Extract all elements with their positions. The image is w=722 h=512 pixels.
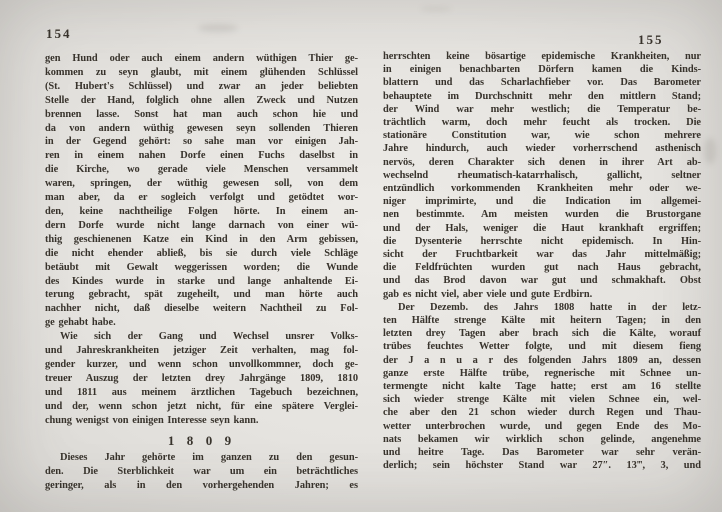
section-heading: 1 8 0 9 [167,433,236,449]
text-line: und der Hals, weniger die Haut krankhaft ergriffen; [383,222,701,234]
text-line: geringer, als in den vorhergehenden Jahren; es [45,480,358,492]
text-line: betäubt mit Gewalt weggerissen worden; die Wunde [45,261,358,273]
text-line: derlich; sein höchster Stand war 27″. 13‴, 3, und [383,460,701,472]
text-line: und Jahreskrankheiten jetziger Zeit verhalten, mag fol- [45,345,358,357]
text-line: in der Gegend gehört: so sahe man vor einigen Jah- [45,136,358,148]
left-page-text [45,52,358,493]
text-line: des Kindes wurde in starke und lange anhaltende Ei- [45,275,358,287]
text-line: Stelle der Hand, folglich ohne allen Zweck und Nutzen [45,94,358,106]
text-line: entzündlich vorkommenden Krankheiten mehr oder we- [383,183,701,195]
text-line: herrschten keine bösartige epidemische Krankheiten, nur [383,51,701,62]
text-line: die Dysenterie herrschte nicht epidemisch. In Hin- [383,235,701,247]
text-line: treuer Auszug der letzten drey Jahrgänge 1809, 1810 [45,372,358,384]
text-line: die Kirche, wo gerade viele Menschen versammelt [45,164,358,176]
text-line: Der Dezemb. des Jahrs 1808 hatte in der letz- [398,301,701,313]
page-number-right: 155 [638,32,664,47]
text-line: wechselnd rheumatisch-katarrhalisch, gallicht, seltner [383,169,701,181]
text-line: der J a n u a r des folgenden Jahrs 1809 an, dessen [383,354,701,366]
text-line: behauptete im Durchschnitt mehr den mittlern Stand; [383,90,701,102]
text-line: und der, wenn schon jetzt nicht, für eine spätere Verglei- [45,400,358,412]
page-number-left: 154 [46,26,72,41]
text-line: thig geschienenen Katze ein Kind in den Arm gebissen, [45,233,358,245]
text-line: stationäre Constitution war, wie schon mehrere [383,130,701,142]
text-line: sich wieder strenge Kälte mit vielen Schnee ein, wel- [383,394,701,406]
text-line: chung wenigst von einigen Interesse seyn kann. [45,414,259,426]
text-line: trächtlich warm, doch mehr feucht als trocken. Die [383,117,701,129]
text-line: Wie sich der Gang und Wechsel unsrer Volks- [60,331,358,343]
text-line: nervös, deren Charakter sich denen in ihrer Art ab- [383,156,701,168]
scan-smudge [704,138,716,164]
text-line: sicht der Fruchtbarkeit war das Jahr mittelmäßig; [383,249,701,261]
text-line: nen bestimmte. Am meisten wurden die Brustorgane [383,209,701,221]
scan-smudge [198,24,238,32]
text-line: Jahre hindurch, auch wieder vorherrschend asthenisch [383,143,701,155]
text-line: man aber, da er sogleich verfolgt und getödtet wor- [45,192,358,204]
text-line: terung gebracht, spät zugeheilt, und man hörte auch [45,289,358,301]
text-line: trübes feuchtes Wetter folgte, und mit diesem fieng [383,341,701,353]
text-line: und heitre Tage. Das Barometer war sehr verän- [383,447,701,459]
text-line: ge gehabt habe. [45,317,116,329]
text-line: gender kurzer, und wenn schon unvollkommner, doch ge- [45,358,358,370]
text-line: Dieses Jahr gehörte im ganzen zu den gesun- [60,452,358,464]
text-line: ten Hälfte strenge Kälte mit heitern Tagen; in den [383,315,701,327]
text-line: blattern und das Scharlachfieber vor. Das Barometer [383,77,701,89]
text-line: che aber den 21 schon wieder durch Regen und Thau- [383,407,701,419]
text-line: den. Die Sterblichkeit war um ein beträchtliches [45,466,358,478]
scan-smudge [420,6,452,12]
text-line: ganze erste Hälfte trübe, regnerische mit Schnee un- [383,367,701,379]
text-line: brennen lasse. Sonst hat man auch schon hie und [45,108,358,120]
text-line: den, keine nachtheilige Folgen hörte. In einem an- [45,205,358,217]
text-line: waren, springen, der wüthig gewesen soll, von dem [45,178,358,190]
text-line: ren in einem nahen Dorfe einen Fuchs daselbst in [45,150,358,162]
text-line: (St. Hubert's Schlüssel) und zwar an jeder beliebten [45,80,358,92]
text-line: und 1811 aus meinem ärztlichen Tagebuch bezeichnen, [45,386,358,398]
text-line: kommen zu seyn glaubt, mit einem glühenden Schlüssel [45,66,358,78]
text-line: dern Dorfe wurde nicht lange darnach von einer wü- [45,219,358,231]
text-line: letzten drey Tagen aber brach sich die Kälte, worauf [383,328,701,340]
text-line: nats bekamen wir wirklich schon gelinde, angenehme [383,433,701,445]
text-line: in einigen benachbarten Dörfern kamen die Kinds- [383,64,701,76]
text-line: gen Hund oder auch einem andern wüthigen Thier ge- [45,53,358,64]
text-line: termengte nicht kalte Tage hatte; erst am 16 stellte [383,381,701,393]
text-line: die Feldfrüchten wurden gut nach Haus gebracht, [383,262,701,274]
right-page-text [383,50,701,473]
text-line: die nicht ehender abließ, bis sie durch viele Schläge [45,247,358,259]
text-line: nachher nicht, daß dieselbe weitern Nachtheil zu Fol- [45,303,358,315]
text-line: niger imprimirte, und die Indication im allgemei- [383,196,701,208]
text-line: der Wind war mehr westlich; die Temperatur be- [383,103,701,115]
text-line: wetter unterbrochen wurde, und gegen Ende des Mo- [383,420,701,432]
text-line: und das Brod davon war gut und schmakhaft. Obst [383,275,701,287]
text-line: da von andern wüthig gewesen seyn sollenden Thieren [45,122,358,134]
text-line: gab es nicht viel, aber viele und gute Erdbirn. [383,288,593,300]
